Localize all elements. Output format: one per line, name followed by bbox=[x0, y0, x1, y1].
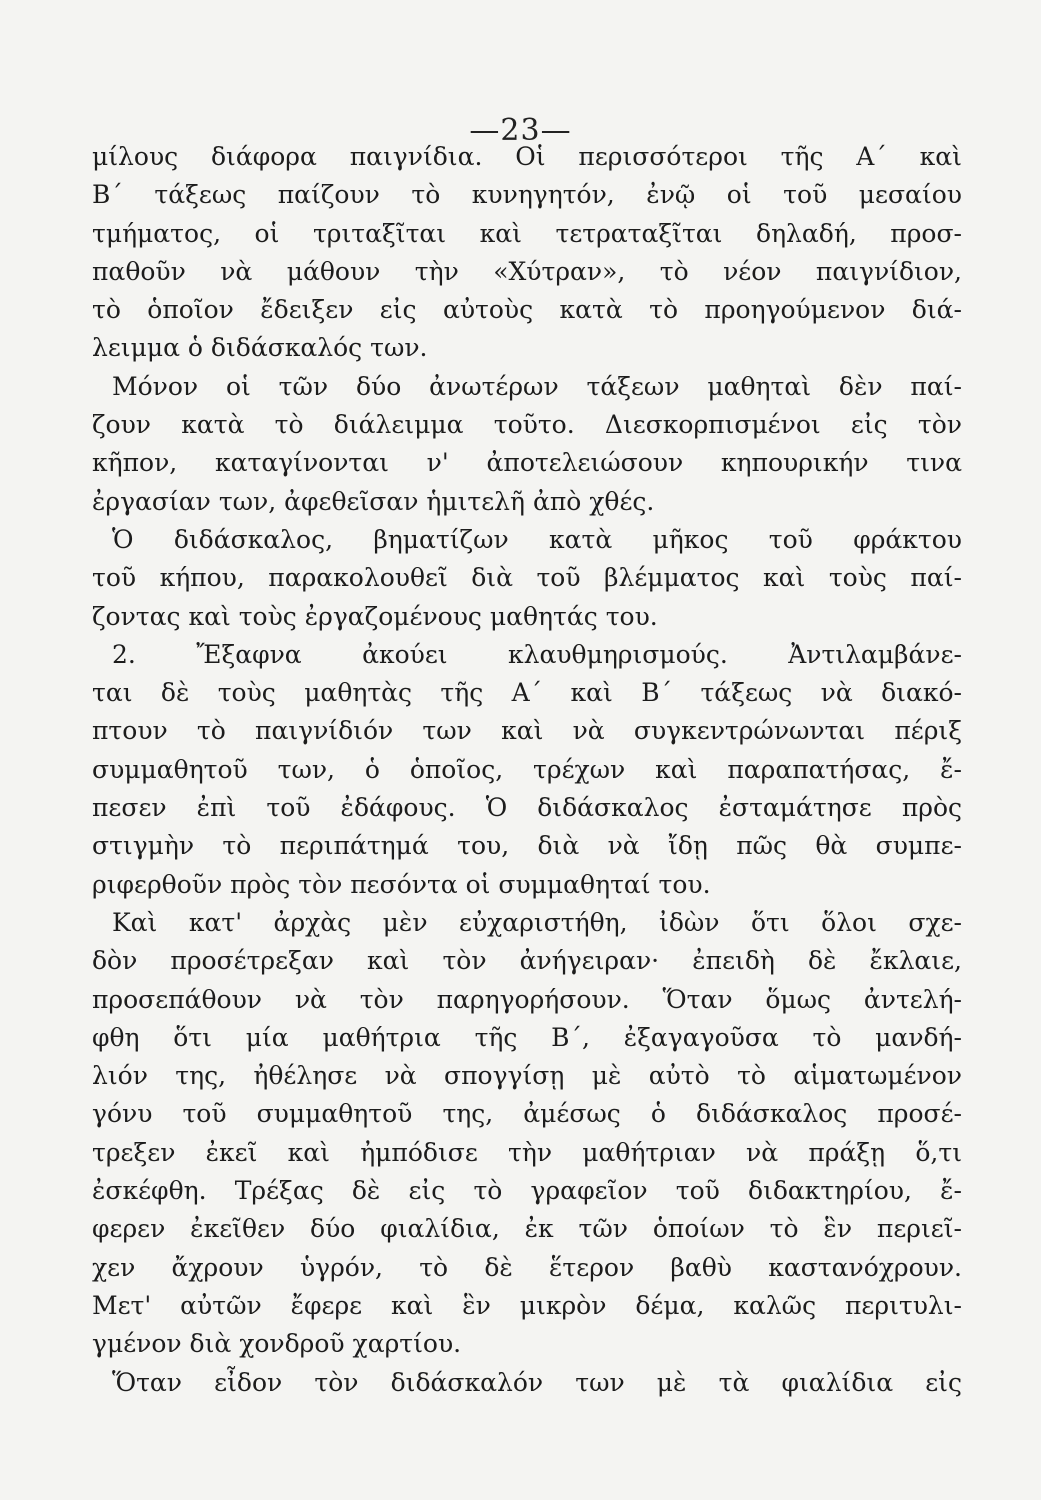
text-line: χεν ἄχρουν ὑγρόν, τὸ δὲ ἕτερον βαθὺ καστανόχρουν. bbox=[92, 1252, 962, 1282]
text-line: πτουν τὸ παιγνίδιόν των καὶ νὰ συγκεντρώνωνται πέριξ bbox=[92, 716, 962, 746]
text-line: Β΄ τάξεως παίζουν τὸ κυνηγητόν, ἐνῷ οἱ τοῦ μεσαίου bbox=[92, 180, 962, 210]
text-line: συμμαθητοῦ των, ὁ ὁποῖος, τρέχων καὶ παραπατήσας, ἔ- bbox=[92, 754, 962, 784]
text-line: Ὁ διδάσκαλος, βηματίζων κατὰ μῆκος τοῦ φράκτου bbox=[112, 524, 962, 554]
text-line: τοῦ κήπου, παρακολουθεῖ διὰ τοῦ βλέμματος καὶ τοὺς παί- bbox=[92, 563, 962, 593]
text-line: ζοντας καὶ τοὺς ἐργαζομένους μαθητάς του. bbox=[92, 601, 658, 631]
page-number: —23— bbox=[469, 113, 572, 148]
text-line: λειμμα ὁ διδάσκαλός των. bbox=[92, 333, 428, 363]
text-line: γμένον διὰ χονδροῦ χαρτίου. bbox=[92, 1329, 462, 1359]
text-line: τρεξεν ἐκεῖ καὶ ἠμπόδισε τὴν μαθήτριαν νὰ πράξῃ ὅ,τι bbox=[92, 1137, 962, 1167]
text-line: Μετ' αὐτῶν ἔφερε καὶ ἓν μικρὸν δέμα, καλῶς περιτυλι- bbox=[92, 1290, 962, 1320]
text-line: φθη ὅτι μία μαθήτρια τῆς Β΄, ἐξαγαγοῦσα τὸ μανδή- bbox=[92, 1022, 962, 1052]
text-line: τμήματος, οἱ τριταξῖται καὶ τετραταξῖται δηλαδή, προσ- bbox=[92, 218, 962, 248]
text-line: λιόν της, ἠθέλησε νὰ σπογγίσῃ μὲ αὐτὸ τὸ αἱματωμένον bbox=[92, 1061, 962, 1091]
text-line: κῆπον, καταγίνονται ν' ἀποτελειώσουν κηπουρικήν τινα bbox=[92, 448, 962, 478]
text-line: 2. Ἔξαφνα ἀκούει κλαυθμηρισμούς. Ἀντιλαμβάνε- bbox=[112, 639, 962, 669]
text-line: ριφερθοῦν πρὸς τὸν πεσόντα οἱ συμμαθηταί του. bbox=[92, 869, 711, 899]
text-line: πεσεν ἐπὶ τοῦ ἐδάφους. Ὁ διδάσκαλος ἐσταμάτησε πρὸς bbox=[92, 793, 962, 823]
text-line: γόνυ τοῦ συμμαθητοῦ της, ἀμέσως ὁ διδάσκαλος προσέ- bbox=[92, 1099, 962, 1129]
text-line: ἐσκέφθη. Τρέξας δὲ εἰς τὸ γραφεῖον τοῦ διδακτηρίου, ἔ- bbox=[92, 1176, 962, 1206]
text-line: δὸν προσέτρεξαν καὶ τὸν ἀνήγειραν· ἐπειδὴ δὲ ἔκλαιε, bbox=[92, 946, 962, 976]
text-line: Ὅταν εἶδον τὸν διδάσκαλόν των μὲ τὰ φιαλίδια εἰς bbox=[112, 1367, 962, 1397]
text-line: προσεπάθουν νὰ τὸν παρηγορήσουν. Ὅταν ὅμως ἀντελή- bbox=[92, 984, 962, 1014]
text-line: τὸ ὁποῖον ἔδειξεν εἰς αὐτοὺς κατὰ τὸ προηγούμενον διά- bbox=[92, 295, 962, 325]
body-text bbox=[92, 138, 962, 1402]
text-line: ζουν κατὰ τὸ διάλειμμα τοῦτο. Διεσκορπισμένοι εἰς τὸν bbox=[92, 410, 962, 440]
text-line: ἐργασίαν των, ἀφεθεῖσαν ἡμιτελῆ ἀπὸ χθές. bbox=[92, 486, 655, 516]
text-line: στιγμὴν τὸ περιπάτημά του, διὰ νὰ ἴδῃ πῶς θὰ συμπε- bbox=[92, 831, 962, 861]
text-line: μίλους διάφορα παιγνίδια. Οἱ περισσότεροι τῆς Α΄ καὶ bbox=[92, 142, 962, 171]
text-line: ται δὲ τοὺς μαθητὰς τῆς Α΄ καὶ Β΄ τάξεως νὰ διακό- bbox=[92, 678, 962, 708]
text-line: φερεν ἐκεῖθεν δύο φιαλίδια, ἐκ τῶν ὁποίων τὸ ἓν περιεῖ- bbox=[92, 1214, 962, 1244]
text-line: Καὶ κατ' ἀρχὰς μὲν εὐχαριστήθη, ἰδὼν ὅτι ὅλοι σχε- bbox=[112, 907, 962, 937]
text-line: Μόνον οἱ τῶν δύο ἀνωτέρων τάξεων μαθηταὶ δὲν παί- bbox=[112, 371, 962, 401]
text-line: παθοῦν νὰ μάθουν τὴν «Χύτραν», τὸ νέον παιγνίδιον, bbox=[92, 256, 962, 286]
